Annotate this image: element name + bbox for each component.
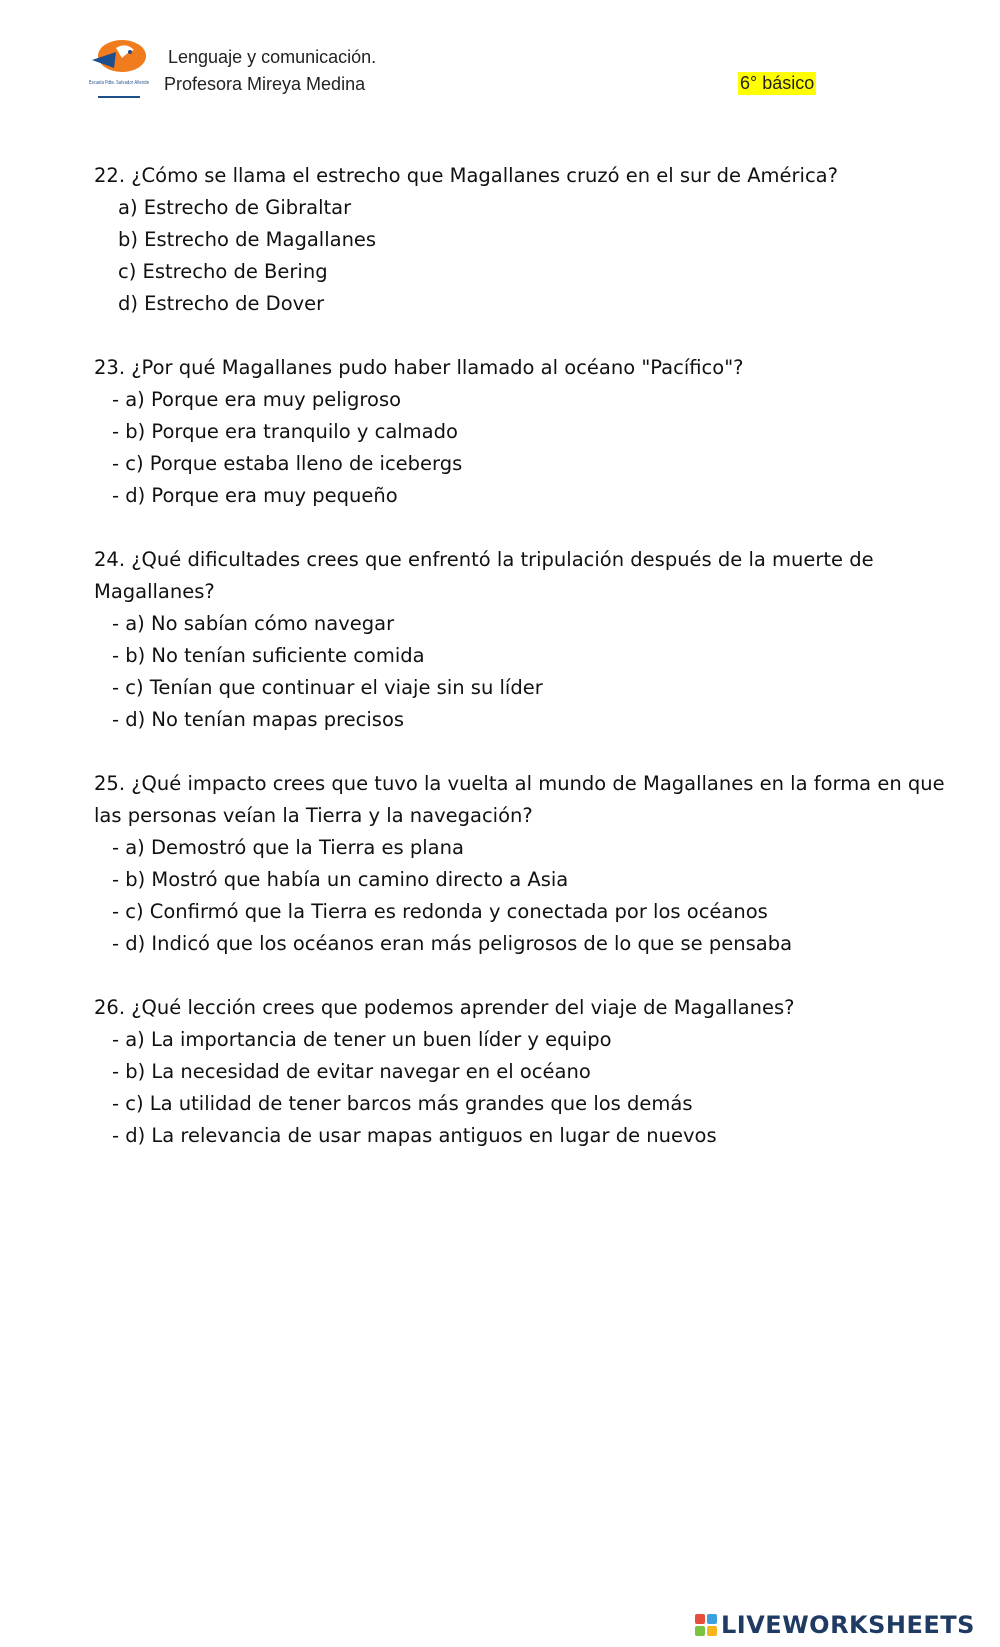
logo-square-red — [695, 1614, 705, 1624]
option-d: - d) No tenían mapas precisos — [112, 708, 405, 731]
subject-title: Lenguaje y comunicación. — [168, 47, 377, 67]
option-b: - b) Porque era tranquilo y calmado — [112, 420, 458, 443]
option-a: - a) Porque era muy peligroso — [112, 388, 402, 411]
option-c: - c) Confirmó que la Tierra es redonda y conectada por los océanos — [112, 900, 768, 923]
option-d: - d) La relevancia de usar mapas antiguos en lugar de nuevos — [112, 1124, 717, 1147]
option-c: - c) La utilidad de tener barcos más grandes que los demás — [112, 1092, 693, 1115]
grade-label: 6° básico — [740, 73, 815, 93]
option-b: - b) Mostró que había un camino directo a Asia — [112, 868, 569, 891]
question-23 — [94, 352, 954, 512]
teacher-name: Profesora Mireya Medina — [164, 74, 366, 94]
option-a: - a) Demostró que la Tierra es plana — [112, 836, 464, 859]
option-a: a) Estrecho de Gibraltar — [118, 196, 352, 219]
question-22 — [94, 160, 954, 320]
option-c: - c) Tenían que continuar el viaje sin su líder — [112, 676, 543, 699]
school-logo — [86, 38, 152, 106]
option-b: - b) La necesidad de evitar navegar en el océano — [112, 1060, 591, 1083]
question-text: 22. ¿Cómo se llama el estrecho que Magallanes cruzó en el sur de América? — [94, 164, 838, 187]
watermark-text: LIVEWORKSHEETS — [721, 1611, 975, 1639]
option-c: c) Estrecho de Bering — [118, 260, 328, 283]
option-d: d) Estrecho de Dover — [118, 292, 325, 315]
liveworksheets-logo-icon — [695, 1614, 717, 1636]
option-c: - c) Porque estaba lleno de icebergs — [112, 452, 463, 475]
logo-square-blue — [707, 1614, 717, 1624]
option-d: - d) Porque era muy pequeño — [112, 484, 398, 507]
question-text: 24. ¿Qué dificultades crees que enfrentó la tripulación después de la muerte de Magallanes? — [94, 548, 874, 603]
question-text: 26. ¿Qué lección crees que podemos aprender del viaje de Magallanes? — [94, 996, 795, 1019]
question-list — [94, 160, 954, 1184]
question-text: 25. ¿Qué impacto crees que tuvo la vuelta al mundo de Magallanes en la forma en que las personas veían la Tierra y la navegación? — [94, 772, 945, 827]
logo-square-yellow — [707, 1626, 717, 1636]
option-a: - a) No sabían cómo navegar — [112, 612, 395, 635]
liveworksheets-watermark — [695, 1610, 975, 1640]
option-a: - a) La importancia de tener un buen líder y equipo — [112, 1028, 612, 1051]
question-24 — [94, 544, 954, 736]
option-b: b) Estrecho de Magallanes — [118, 228, 377, 251]
question-text: 23. ¿Por qué Magallanes pudo haber llamado al océano "Pacífico"? — [94, 356, 744, 379]
logo-school-name: Escuela Pdte. Salvador Allende — [89, 80, 149, 86]
logo-square-green — [695, 1626, 705, 1636]
question-26 — [94, 992, 954, 1152]
option-b: - b) No tenían suficiente comida — [112, 644, 425, 667]
school-bird-logo-icon — [86, 38, 152, 106]
option-d: - d) Indicó que los océanos eran más peligrosos de lo que se pensaba — [112, 932, 793, 955]
question-25 — [94, 768, 954, 960]
